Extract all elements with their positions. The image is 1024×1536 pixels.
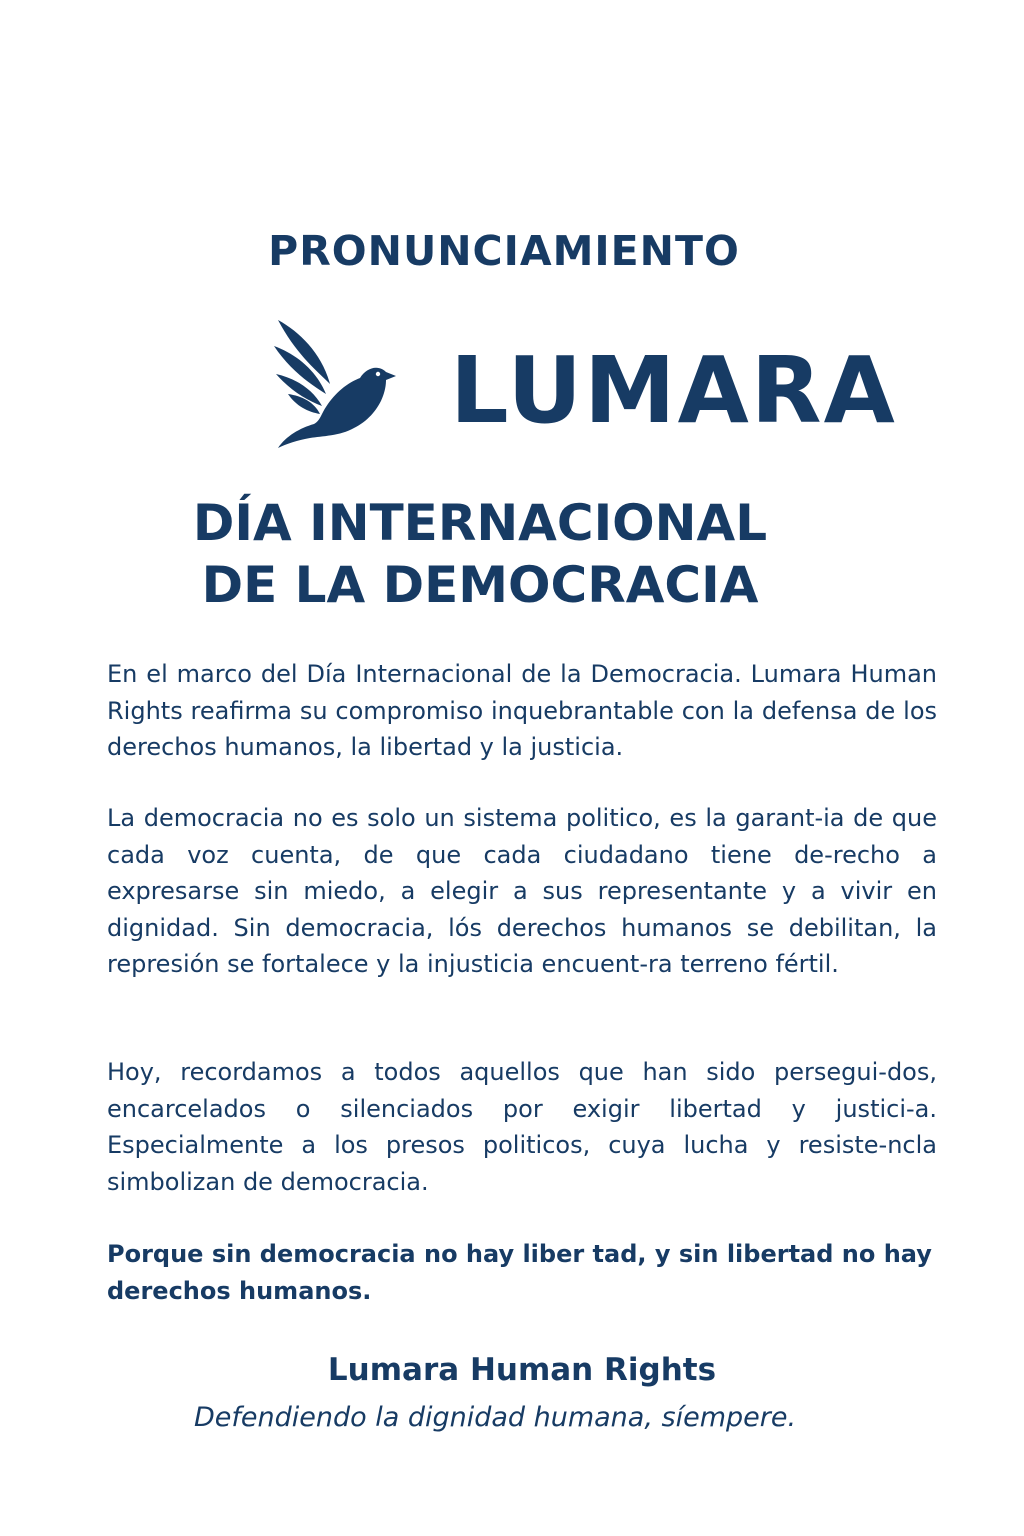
dove-icon bbox=[270, 318, 400, 450]
headline-line-2: DE LA DEMOCRACIA bbox=[201, 556, 759, 614]
paragraph-2: La democracia no es solo un sistema politico, es la garant-ia de que cada voz cuenta, de que cada ciudadano tiene de-recho a expresarse sin miedo, a elegir a sus representante y a vivir en dignidad. Sin democracia, lós derechos humanos se debilitan, la represión se fortalece y la injusticia encuent-ra terreno fértil. bbox=[107, 804, 937, 978]
statement-label: PRONUNCIAMIENTO bbox=[268, 227, 740, 275]
paragraph-1: En el marco del Día Internacional de la Democracia. Lumara Human Rights reafirma su compromiso inquebrantable con la defensa de los derechos humanos, la libertad y la justicia. bbox=[107, 660, 937, 761]
headline bbox=[0, 492, 960, 616]
tagline: Defendiendo la dignidad humana, síempere. bbox=[193, 1402, 797, 1433]
paragraph-3: Hoy, recordamos a todos aquellos que han sido persegui-dos, encarcelados o silenciados por exigir libertad y justici-a. Especialmente a los presos politicos, cuya lucha y resiste-ncla simbolizan de democracia. bbox=[107, 1058, 937, 1196]
headline-line-1: DÍA INTERNACIONAL bbox=[192, 494, 768, 552]
closing-statement: Porque sin democracia no hay liber tad, y sin libertad no hay derechos humanos. bbox=[107, 1240, 932, 1305]
brand-name: LUMARA bbox=[450, 337, 897, 444]
logo bbox=[270, 318, 897, 453]
organization-name: Lumara Human Rights bbox=[327, 1352, 717, 1388]
